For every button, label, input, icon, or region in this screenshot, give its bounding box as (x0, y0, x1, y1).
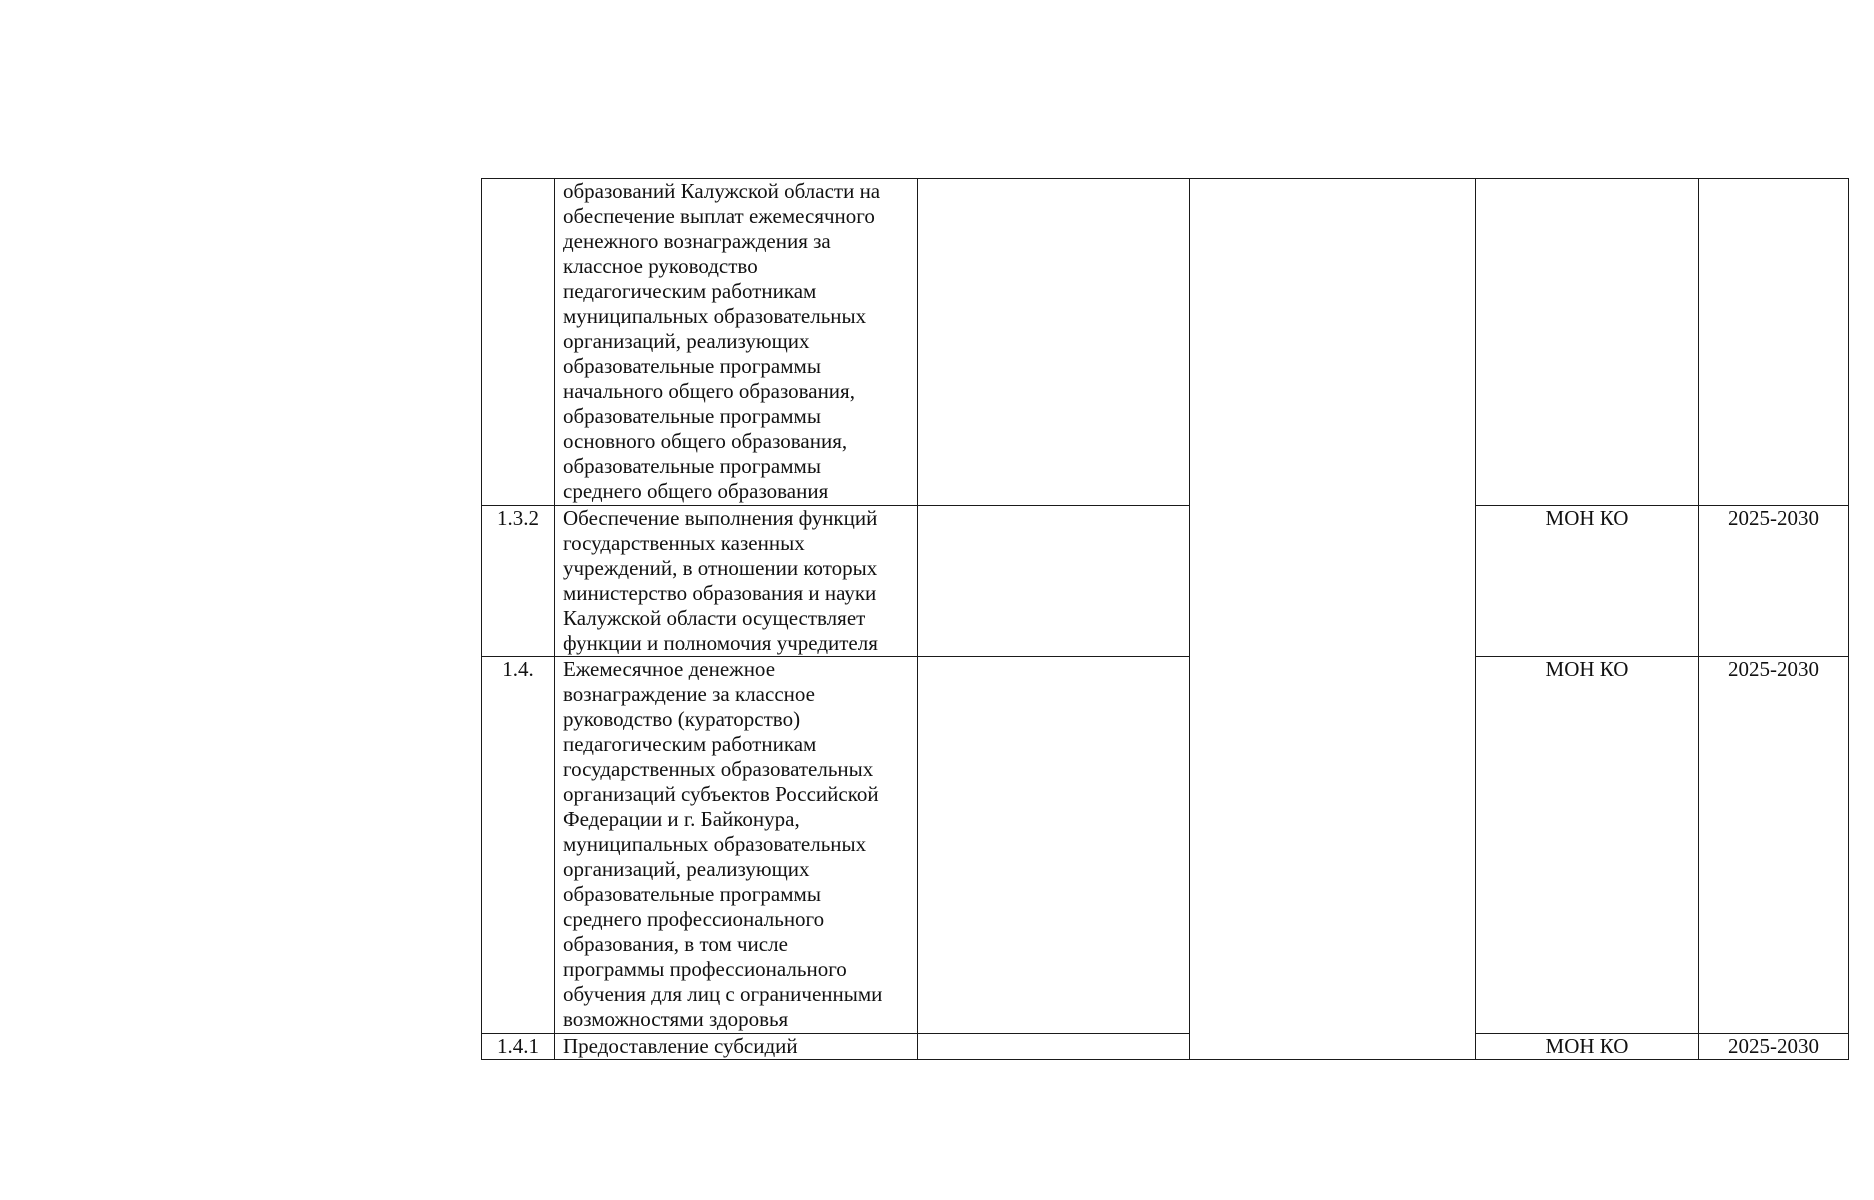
description-line: Федерации и г. Байконура, (563, 807, 800, 831)
responsible-cell (1476, 179, 1699, 506)
responsible-cell: МОН КО (1476, 657, 1699, 1034)
row-number-cell: 1.4. (482, 657, 555, 1034)
description-cell (555, 506, 918, 657)
description-line: муниципальных образовательных (563, 304, 867, 328)
empty-cell (918, 506, 1190, 657)
program-measures-table (481, 178, 1849, 1060)
description-line: руководство (кураторство) (563, 707, 801, 731)
table-row (482, 657, 1849, 1034)
description-line: образовательные программы (563, 354, 821, 378)
empty-cell (918, 657, 1190, 1034)
description-cell (555, 1034, 918, 1060)
description-line: среднего профессионального (563, 907, 825, 931)
period-cell: 2025-2030 (1699, 657, 1849, 1034)
description-line: Предоставление субсидий (563, 1034, 798, 1058)
description-line: обучения для лиц с ограниченными (563, 982, 883, 1006)
description-line: функции и полномочия учредителя (563, 631, 878, 655)
description-line: организаций, реализующих (563, 329, 810, 353)
description-line: обеспечение выплат ежемесячного (563, 204, 875, 228)
row-number-cell: 1.3.2 (482, 506, 555, 657)
description-line: министерство образования и науки (563, 581, 877, 605)
empty-cell (918, 1034, 1190, 1060)
period-cell: 2025-2030 (1699, 1034, 1849, 1060)
description-line: Ежемесячное денежное (563, 657, 776, 681)
merged-empty-cell (1190, 179, 1476, 1060)
description-line: педагогическим работникам (563, 279, 817, 303)
description-line: образований Калужской области на (563, 179, 881, 203)
description-line: основного общего образования, (563, 429, 848, 453)
row-number-cell (482, 179, 555, 506)
period-cell: 2025-2030 (1699, 506, 1849, 657)
description-line: образовательные программы (563, 404, 821, 428)
table-row (482, 179, 1849, 506)
description-cell (555, 179, 918, 506)
description-line: классное руководство (563, 254, 758, 278)
description-line: возможностями здоровья (563, 1007, 789, 1031)
description-line: педагогическим работникам (563, 732, 817, 756)
period-cell (1699, 179, 1849, 506)
description-line: государственных казенных (563, 531, 805, 555)
description-line: начального общего образования, (563, 379, 855, 403)
description-line: образовательные программы (563, 454, 821, 478)
description-line: образования, в том числе (563, 932, 788, 956)
table-row (482, 1034, 1849, 1060)
description-line: образовательные программы (563, 882, 821, 906)
row-number-cell: 1.4.1 (482, 1034, 555, 1060)
responsible-cell: МОН КО (1476, 1034, 1699, 1060)
description-line: денежного вознаграждения за (563, 229, 831, 253)
description-line: государственных образовательных (563, 757, 874, 781)
responsible-cell: МОН КО (1476, 506, 1699, 657)
description-line: учреждений, в отношении которых (563, 556, 878, 580)
description-line: среднего общего образования (563, 479, 829, 503)
description-line: вознаграждение за классное (563, 682, 815, 706)
description-line: Калужской области осуществляет (563, 606, 866, 630)
description-line: программы профессионального (563, 957, 847, 981)
empty-cell (918, 179, 1190, 506)
table-row (482, 506, 1849, 657)
description-line: муниципальных образовательных (563, 832, 867, 856)
description-line: Обеспечение выполнения функций (563, 506, 878, 530)
description-line: организаций субъектов Российской (563, 782, 879, 806)
description-cell (555, 657, 918, 1034)
description-line: организаций, реализующих (563, 857, 810, 881)
